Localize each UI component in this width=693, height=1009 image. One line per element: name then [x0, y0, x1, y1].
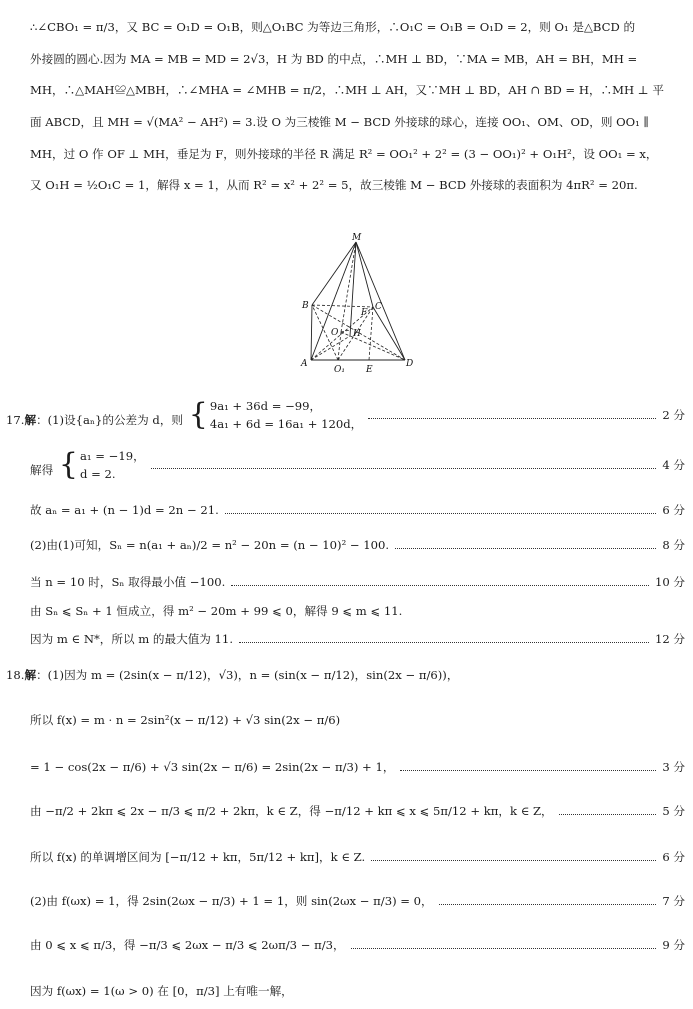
row-text: 所以 f(x) = m · n = 2sin²(x − π/12) + √3 sin(2x − π/6): [30, 713, 341, 727]
dot-leader: [225, 513, 657, 514]
p18-solve: 解: [24, 668, 37, 682]
p17-row-3: [30, 502, 685, 518]
p17-sol2: d = 2.: [79, 467, 116, 481]
score: 9 分: [662, 938, 685, 952]
row-text: 由 Sₙ ⩽ Sₙ + 1 恒成立，得 m² − 20m + 99 ⩽ 0，解得 9 ⩽ m ⩽ 11.: [30, 604, 403, 618]
p17-row-5: [30, 574, 685, 590]
p17-eq1: 9a₁ + 36d = −99，: [209, 399, 322, 413]
label-H: H: [353, 329, 361, 339]
dot-leader: [439, 904, 657, 905]
edge-BC: [312, 305, 373, 307]
p17-system-1: { 9a₁ + 36d = −99， 4a₁ + 6d = 16a₁ + 120d，: [188, 397, 363, 432]
dot-leader: [371, 860, 656, 861]
p17-row-4: [30, 537, 685, 553]
label-E: E: [366, 365, 373, 375]
p17-lead: ：(1)设{aₙ}的公差为 d，则: [36, 413, 184, 427]
p18-number: 18.: [6, 668, 25, 682]
score: 6 分: [662, 850, 685, 864]
p18-row-6: [30, 893, 685, 909]
row-text: = 1 − cos(2x − π/6) + √3 sin(2x − π/6) = 2sin(2x − π/3) + 1，: [30, 760, 395, 774]
p18-row-8: [30, 983, 685, 999]
label-O1: O₁: [334, 365, 345, 375]
score: 2 分: [662, 408, 685, 422]
p18-row-2: [30, 712, 685, 728]
p18-row-5: [30, 849, 685, 865]
intro-paragraph: [30, 12, 670, 202]
score: 6 分: [662, 503, 685, 517]
edge-OM: [341, 242, 356, 332]
score: 8 分: [662, 538, 685, 552]
row-text: (2)由(1)可知，Sₙ = n(a₁ + aₙ)/2 = n² − 20n = (n − 10)² − 100.: [30, 538, 390, 552]
score: 5 分: [662, 804, 685, 818]
dot-leader: [400, 770, 656, 771]
label-A: A: [301, 359, 308, 369]
row-text: 所以 f(x) 的单调增区间为 [−π/12 + kπ，5π/12 + kπ]，k ∈ Z.: [30, 850, 366, 864]
score: 12 分: [654, 632, 685, 646]
p17-lead-2: 解得: [30, 463, 54, 477]
intro-line: 面 ABCD，且 MH = √(MA² − AH²) = 3.设 O 为三棱锥 M − BCD 外接球的球心，连接 OO₁、OM、OD，则 OO₁ ∥: [30, 115, 649, 130]
row-text: 由 −π/2 + 2kπ ⩽ 2x − π/3 ⩽ π/2 + 2kπ，k ∈ Z，得 −π/12 + kπ ⩽ x ⩽ 5π/12 + kπ，k ∈ Z，: [30, 804, 553, 818]
p18-row-3: [30, 759, 685, 775]
edge-BA: [311, 305, 312, 360]
p17-eq2: 4a₁ + 6d = 16a₁ + 120d，: [209, 417, 363, 431]
row-text: 因为 m ∈ N*，所以 m 的最大值为 11.: [30, 632, 233, 646]
p17-number: 17.: [6, 413, 25, 427]
edge-MD: [356, 242, 405, 360]
dot-leader: [231, 585, 649, 586]
p18-row-7: [30, 937, 685, 953]
dot-leader: [151, 468, 657, 469]
dot-leader: [559, 814, 657, 815]
intro-line: MH，∴△MAH≌△MBH，∴∠MHA = ∠MHB = π/2，∴MH ⊥ AH，又∵MH ⊥ BD，AH ∩ BD = H，∴MH ⊥ 平: [30, 83, 664, 98]
row-text: 由 0 ⩽ x ⩽ π/3，得 −π/3 ⩽ 2ωx − π/3 ⩽ 2ωπ/3 − π/3，: [30, 938, 345, 952]
intro-line: ∴∠CBO₁ = π/3，又 BC = O₁D = O₁B，则△O₁BC 为等边三角形，∴O₁C = O₁B = O₁D = 2，则 O₁ 是△BCD 的: [30, 20, 636, 34]
intro-line: 又 O₁H = ½O₁C = 1，解得 x = 1，从而 R² = x² + 2² = 5，故三棱锥 M − BCD 外接球的表面积为 4πR² = 20π.: [30, 178, 638, 193]
edge-MB: [312, 242, 356, 305]
p17-row-1: [6, 397, 685, 433]
edge-CE: [369, 307, 373, 360]
dot-leader: [368, 418, 656, 419]
row-text: 当 n = 10 时，Sₙ 取得最小值 −100.: [30, 575, 226, 589]
intro-line: 外接圆的圆心.因为 MA = MB = MD = 2√3，H 为 BD 的中点，∴MH ⊥ BD，∵MA = MB，AH = BH，MH =: [30, 51, 638, 66]
edge-AH: [311, 336, 350, 360]
score: 4 分: [662, 458, 685, 472]
p18-row-1: [6, 667, 685, 683]
label-C: C: [375, 302, 382, 312]
row-text: 因为 f(ωx) = 1(ω > 0) 在 [0，π/3] 上有唯一解，: [30, 984, 293, 998]
row-text: ：(1)因为 m = (2sin(x − π/12)，√3)，n = (sin(x − π/12)，sin(2x − π/6))，: [36, 668, 459, 682]
p18-row-4: [30, 803, 685, 819]
p17-system-2: { a₁ = −19， d = 2.: [58, 447, 145, 482]
dot-leader: [395, 548, 656, 549]
label-D: D: [406, 359, 414, 369]
p17-row-7: [30, 631, 685, 647]
dot-leader: [239, 642, 649, 643]
edge-MC: [356, 242, 373, 307]
row-text: (2)由 f(ωx) = 1，得 2sin(2ωx − π/3) + 1 = 1，则 sin(2ωx − π/3) = 0，: [30, 894, 433, 908]
p17-row-2: [30, 447, 685, 483]
p17-solve: 解: [24, 413, 37, 427]
label-O: O: [331, 328, 339, 338]
score: 7 分: [662, 894, 685, 908]
pyramid-figure: [295, 232, 420, 382]
dot-leader: [351, 948, 657, 949]
edge-CD: [373, 307, 405, 360]
label-B: B: [302, 301, 309, 311]
intro-line: MH，过 O 作 OF ⊥ MH，垂足为 F，则外接球的半径 R 满足 R² = OO₁² + 2² = (3 − OO₁)² + O₁H²，设 OO₁ = x，: [30, 146, 658, 161]
label-M: M: [352, 233, 362, 243]
p17-sol1: a₁ = −19，: [79, 449, 145, 463]
row-text: 故 aₙ = a₁ + (n − 1)d = 2n − 21.: [30, 503, 219, 517]
score: 10 分: [654, 575, 685, 589]
label-F: F: [361, 308, 368, 318]
score: 3 分: [662, 760, 685, 774]
p17-row-6: [30, 603, 685, 619]
